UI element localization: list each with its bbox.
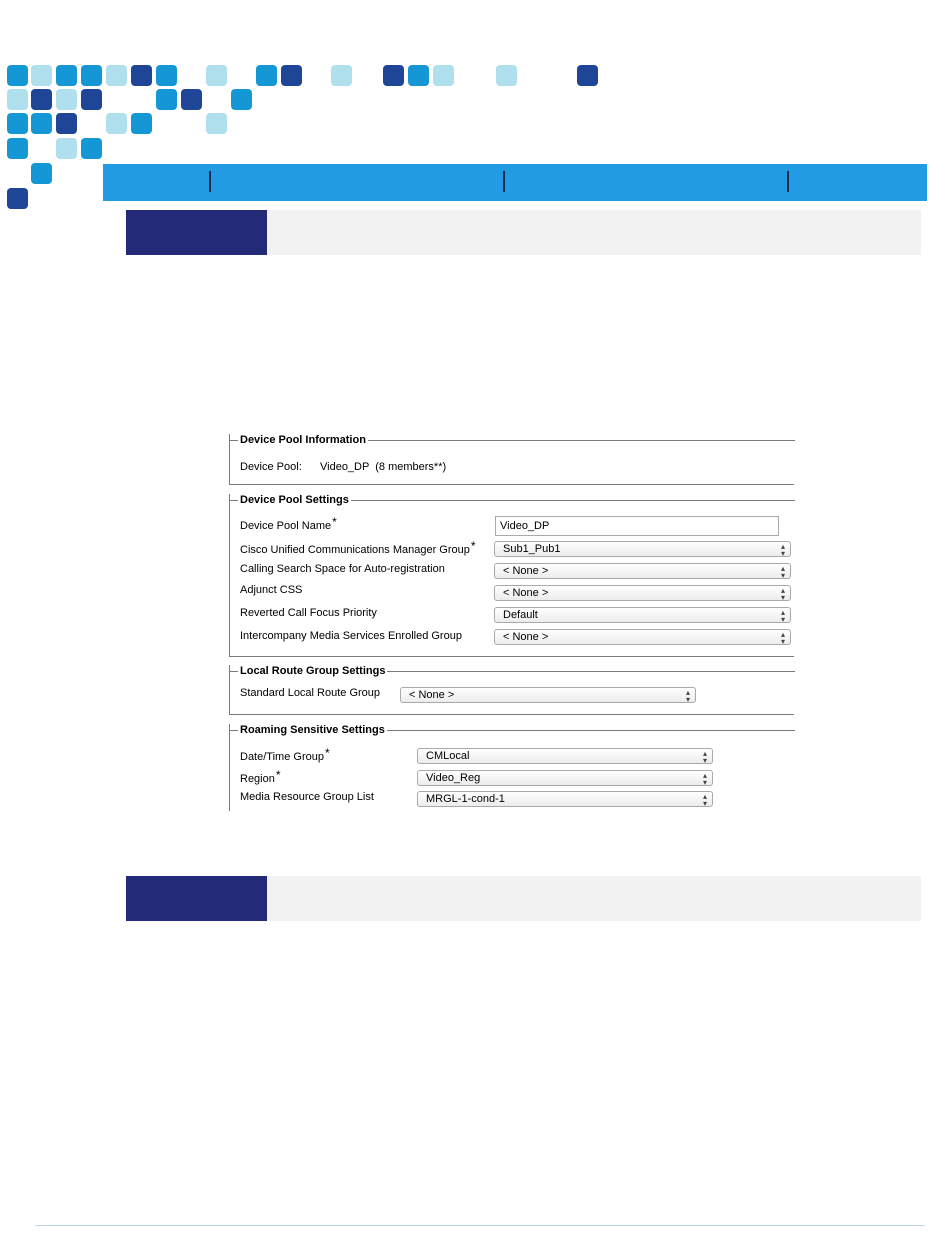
select-arrows-icon: [703, 771, 707, 786]
select-value: Default: [503, 609, 538, 621]
cucm-group-select[interactable]: [494, 541, 791, 557]
select-value: Video_Reg: [426, 772, 481, 784]
arrow-down-icon: ▾: [780, 593, 785, 602]
decorative-tile: [7, 188, 28, 209]
decorative-tile: [7, 138, 28, 159]
decorative-tile: [31, 89, 52, 110]
field-label-text: Date/Time Group: [240, 751, 324, 763]
fieldset-legend: Roaming Sensitive Settings: [240, 724, 385, 736]
select-arrows-icon: [781, 542, 785, 557]
fieldset-local-route-group-settings: [229, 665, 794, 715]
required-asterisk: *: [470, 539, 476, 553]
adjunct-css-select[interactable]: [494, 585, 791, 601]
fieldset-legend: Device Pool Settings: [240, 494, 349, 506]
decorative-tile: [256, 65, 277, 86]
header-divider: [787, 171, 789, 192]
select-arrows-icon: [703, 749, 707, 764]
select-arrows-icon: [781, 630, 785, 645]
device-pool-name-input[interactable]: Video_DP: [495, 516, 779, 536]
decorative-tile: [31, 65, 52, 86]
device-pool-value: Video_DP (8 members**): [320, 461, 447, 473]
arrow-up-icon: ▴: [685, 688, 690, 697]
decorative-tile: [106, 65, 127, 86]
arrow-up-icon: ▴: [780, 608, 785, 617]
arrow-down-icon: ▾: [780, 571, 785, 580]
select-value: Sub1_Pub1: [503, 543, 561, 555]
select-value: < None >: [503, 587, 549, 599]
ims-enrolled-group-select[interactable]: [494, 629, 791, 645]
decorative-tile: [496, 65, 517, 86]
arrow-up-icon: ▴: [780, 564, 785, 573]
select-arrows-icon: [703, 792, 707, 807]
select-arrows-icon: [781, 586, 785, 601]
required-asterisk: *: [332, 515, 337, 529]
field-label-standard-lrg: Standard Local Route Group: [240, 687, 381, 699]
field-label-region: [240, 769, 281, 786]
decorative-tile: [131, 65, 152, 86]
decorative-tile: [156, 65, 177, 86]
arrow-up-icon: ▴: [702, 771, 707, 780]
arrow-down-icon: ▾: [780, 615, 785, 624]
arrow-down-icon: ▾: [780, 549, 785, 558]
decorative-tile: [7, 89, 28, 110]
fieldset-legend: Device Pool Information: [240, 434, 366, 446]
decorative-tile: [577, 65, 598, 86]
field-label-datetime-group: [240, 747, 330, 764]
datetime-group-select[interactable]: [417, 748, 713, 764]
call-focus-priority-select[interactable]: [494, 607, 791, 623]
arrow-up-icon: ▴: [780, 630, 785, 639]
step-marker-block: [126, 210, 267, 255]
fieldset-roaming-sensitive-settings: [229, 724, 794, 811]
decorative-tile: [31, 113, 52, 134]
field-label-css-autoreg: Calling Search Space for Auto-registration: [240, 563, 445, 575]
field-label-adjunct-css: Adjunct CSS: [240, 584, 303, 596]
standard-lrg-select[interactable]: [400, 687, 696, 703]
decorative-tile: [433, 65, 454, 86]
arrow-down-icon: ▾: [685, 695, 690, 704]
field-label-text: Cisco Unified Communications Manager Group: [240, 544, 470, 556]
device-pool-name-label: [240, 516, 337, 533]
fieldset-device-pool-settings: [229, 494, 794, 657]
select-arrows-icon: [781, 608, 785, 623]
decorative-tile: [131, 113, 152, 134]
header-divider: [503, 171, 505, 192]
field-label-ims-enrolled-group: Intercompany Media Services Enrolled Group: [240, 630, 462, 642]
decorative-tile: [31, 163, 52, 184]
mrgl-select[interactable]: [417, 791, 713, 807]
field-label-text: Device Pool Name: [240, 520, 332, 532]
decorative-tile: [81, 65, 102, 86]
decorative-tile: [56, 89, 77, 110]
step-band: [126, 210, 921, 255]
footer-divider: [35, 1225, 925, 1226]
arrow-down-icon: ▾: [702, 756, 707, 765]
decorative-tile: [231, 89, 252, 110]
decorative-tile: [383, 65, 404, 86]
required-asterisk: *: [324, 746, 330, 760]
decorative-tile: [81, 89, 102, 110]
decorative-tile: [408, 65, 429, 86]
required-asterisk: *: [275, 768, 281, 782]
header-bar: [103, 164, 927, 201]
device-pool-label: Device Pool:: [240, 461, 302, 473]
fieldset-legend: Local Route Group Settings: [240, 665, 386, 677]
arrow-up-icon: ▴: [780, 586, 785, 595]
select-arrows-icon: [686, 688, 690, 703]
decorative-tile: [281, 65, 302, 86]
select-value: < None >: [503, 631, 549, 643]
arrow-down-icon: ▾: [702, 799, 707, 808]
decorative-tile: [56, 138, 77, 159]
decorative-tile: [156, 89, 177, 110]
field-label-call-focus-priority: Reverted Call Focus Priority: [240, 607, 377, 619]
decorative-tile: [206, 65, 227, 86]
arrow-up-icon: ▴: [702, 792, 707, 801]
select-value: < None >: [503, 565, 549, 577]
decorative-tile: [56, 65, 77, 86]
field-label-cucm-group: [240, 540, 476, 557]
arrow-up-icon: ▴: [780, 542, 785, 551]
select-value: CMLocal: [426, 750, 470, 762]
region-select[interactable]: [417, 770, 713, 786]
decorative-tile: [181, 89, 202, 110]
decorative-tile: [206, 113, 227, 134]
step-marker-block: [126, 876, 267, 921]
arrow-down-icon: ▾: [702, 778, 707, 787]
decorative-tile: [56, 113, 77, 134]
device-pool-config-screenshot: [229, 434, 794, 811]
select-arrows-icon: [781, 564, 785, 579]
decorative-tile: [331, 65, 352, 86]
select-value: < None >: [409, 689, 455, 701]
step-band: [126, 876, 921, 921]
select-value: MRGL-1-cond-1: [426, 793, 505, 805]
decorative-tile: [106, 113, 127, 134]
decorative-tile: [7, 113, 28, 134]
arrow-up-icon: ▴: [702, 749, 707, 758]
css-autoreg-select[interactable]: [494, 563, 791, 579]
field-label-text: Region: [240, 773, 275, 785]
field-label-mrgl: Media Resource Group List: [240, 791, 374, 803]
fieldset-device-pool-information: [229, 434, 794, 485]
arrow-down-icon: ▾: [780, 637, 785, 646]
header-divider: [209, 171, 211, 192]
decorative-tile: [7, 65, 28, 86]
decorative-tile: [81, 138, 102, 159]
